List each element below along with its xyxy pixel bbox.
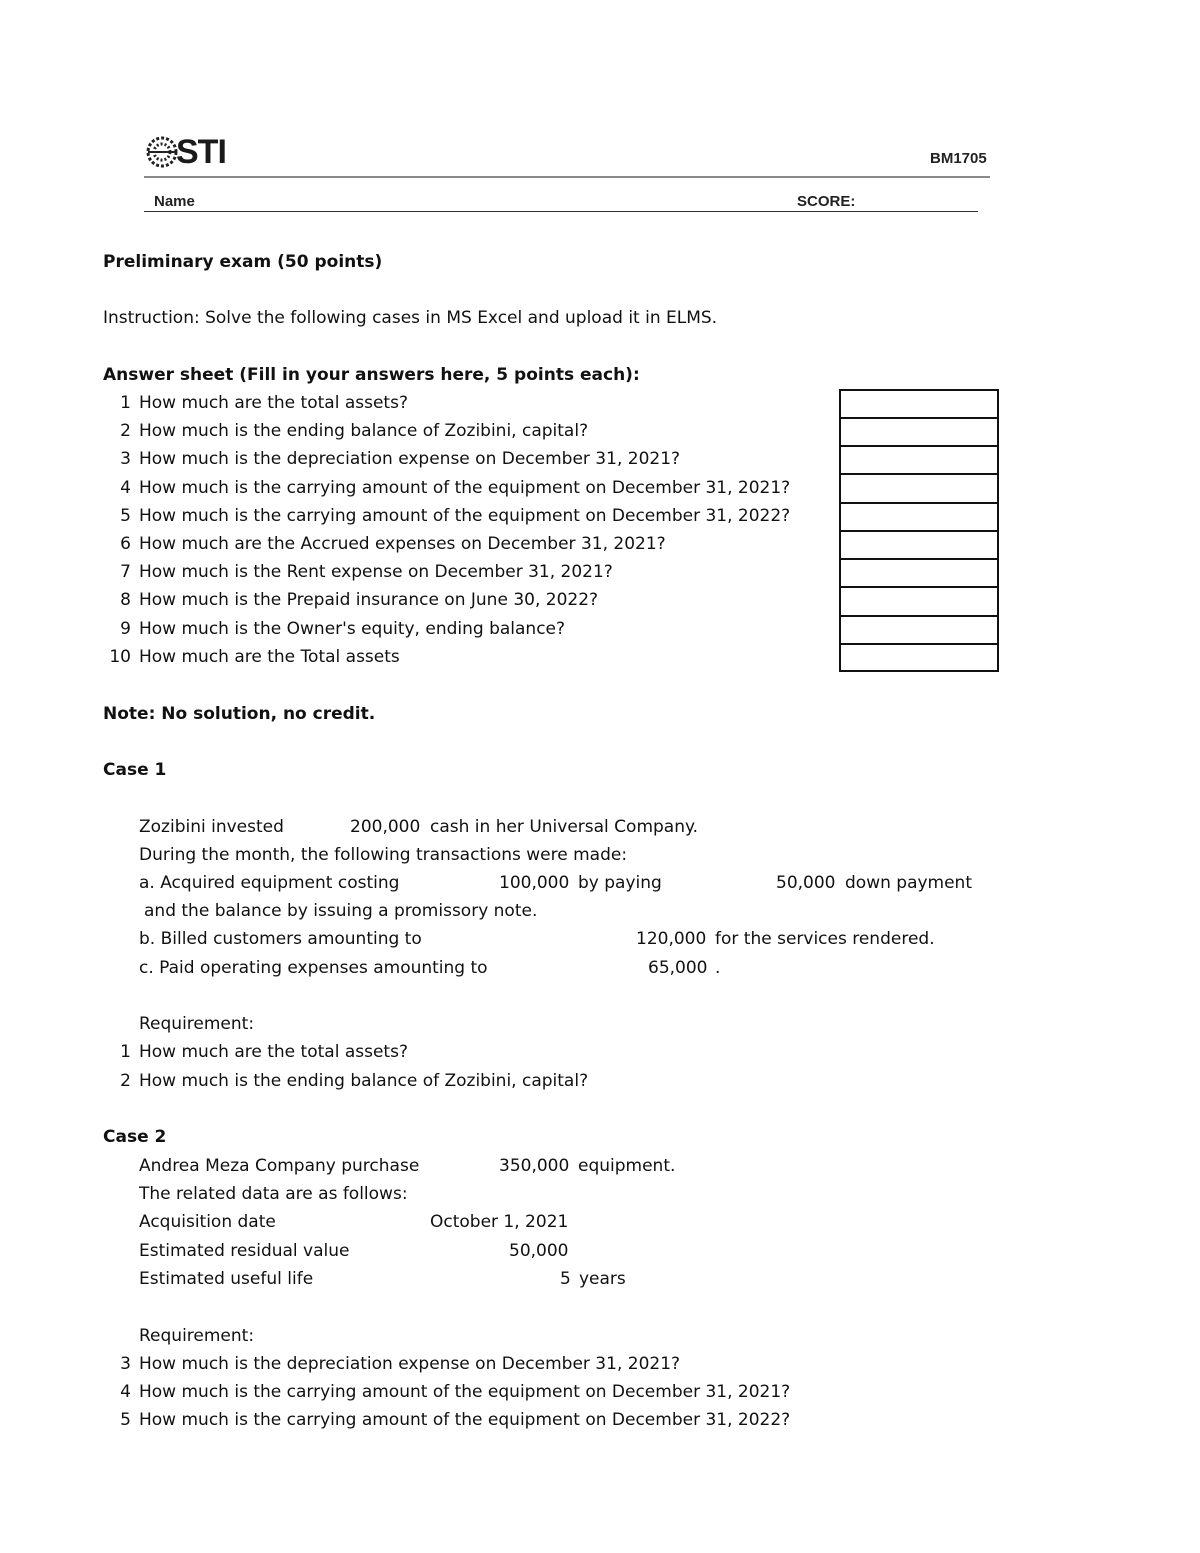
useful-life-value: 5 [560,1269,571,1289]
logo-text: STI [176,133,226,171]
question-number: 1 [120,393,131,413]
case1-c-amount: 65,000 [648,958,708,978]
case1-line1-text: Zozibini invested [139,817,284,837]
answer-box-divider [841,445,997,447]
header-rule [144,176,990,178]
sti-logo [146,132,236,172]
residual-value-label: Estimated residual value [139,1241,350,1261]
question-text: How much are the total assets? [139,393,408,413]
requirement-text: How much are the total assets? [139,1042,408,1062]
case1-line1-end: cash in her Universal Company. [430,817,699,837]
case1-a-down-amount: 50,000 [776,873,836,893]
question-text: How much is the Owner's equity, ending balance? [139,619,566,639]
requirement-number: 4 [120,1382,131,1402]
answer-box-divider [841,586,997,588]
globe-icon [146,134,178,170]
question-number: 2 [120,421,131,441]
case1-a-continuation: and the balance by issuing a promissory note. [144,901,538,921]
question-text: How much are the Total assets [139,647,400,667]
answer-box-divider [841,530,997,532]
question-text: How much is the depreciation expense on December 31, 2021? [139,449,681,469]
question-number: 8 [120,590,131,610]
answer-sheet-heading: Answer sheet (Fill in your answers here, 5 points each): [103,365,640,385]
score-label: SCORE: [797,193,856,210]
requirement-text: How much is the carrying amount of the equipment on December 31, 2022? [139,1410,791,1430]
answer-box-divider [841,615,997,617]
requirement-number: 1 [120,1042,131,1062]
case1-a-by: by paying [578,873,662,893]
requirement-number: 2 [120,1071,131,1091]
requirement-number: 3 [120,1354,131,1374]
answer-box-divider [841,417,997,419]
answer-box-divider [841,643,997,645]
case1-c-end: . [715,958,721,978]
question-number: 5 [120,506,131,526]
question-text: How much is the carrying amount of the equipment on December 31, 2022? [139,506,791,526]
case1-requirement: Requirement: [139,1014,255,1034]
case1-investment-amount: 200,000 [350,817,421,837]
useful-life-label: Estimated useful life [139,1269,314,1289]
question-text: How much are the Accrued expenses on December 31, 2021? [139,534,666,554]
case1-b-end: for the services rendered. [715,929,935,949]
requirement-text: How much is the carrying amount of the equipment on December 31, 2021? [139,1382,791,1402]
note: Note: No solution, no credit. [103,704,376,724]
case1-b-text: b. Billed customers amounting to [139,929,422,949]
useful-life-unit: years [579,1269,626,1289]
answer-box-divider [841,558,997,560]
case1-c-text: c. Paid operating expenses amounting to [139,958,488,978]
exam-title: Preliminary exam (50 points) [103,252,383,272]
case2-purchase-amount: 350,000 [499,1156,570,1176]
answer-box-divider [841,502,997,504]
name-label: Name [154,193,195,210]
question-number: 6 [120,534,131,554]
case1-a-text: a. Acquired equipment costing [139,873,400,893]
question-number: 10 [109,647,131,667]
case1-heading: Case 1 [103,760,167,780]
case2-line2: The related data are as follows: [139,1184,408,1204]
question-text: How much is the Prepaid insurance on June 30, 2022? [139,590,599,610]
case2-line1-text: Andrea Meza Company purchase [139,1156,420,1176]
question-text: How much is the carrying amount of the equipment on December 31, 2021? [139,478,791,498]
requirement-text: How much is the ending balance of Zozibini, capital? [139,1071,589,1091]
question-text: How much is the ending balance of Zozibini, capital? [139,421,589,441]
case2-heading: Case 2 [103,1127,167,1147]
question-number: 9 [120,619,131,639]
question-text: How much is the Rent expense on December 31, 2021? [139,562,613,582]
requirement-number: 5 [120,1410,131,1430]
instruction: Instruction: Solve the following cases in MS Excel and upload it in ELMS. [103,308,718,328]
course-code: BM1705 [930,150,987,167]
answer-boxes[interactable] [839,389,999,672]
case1-b-amount: 120,000 [636,929,707,949]
acquisition-date-label: Acquisition date [139,1212,276,1232]
requirement-text: How much is the depreciation expense on December 31, 2021? [139,1354,681,1374]
question-number: 4 [120,478,131,498]
case2-requirement: Requirement: [139,1326,255,1346]
acquisition-date-value: October 1, 2021 [430,1212,569,1232]
question-number: 3 [120,449,131,469]
case2-line1-end: equipment. [578,1156,676,1176]
case1-line2: During the month, the following transactions were made: [139,845,628,865]
name-score-line [144,211,978,212]
case1-a-amount: 100,000 [499,873,570,893]
residual-value-value: 50,000 [509,1241,569,1261]
answer-box-divider [841,473,997,475]
question-number: 7 [120,562,131,582]
case1-a-down: down payment [845,873,973,893]
